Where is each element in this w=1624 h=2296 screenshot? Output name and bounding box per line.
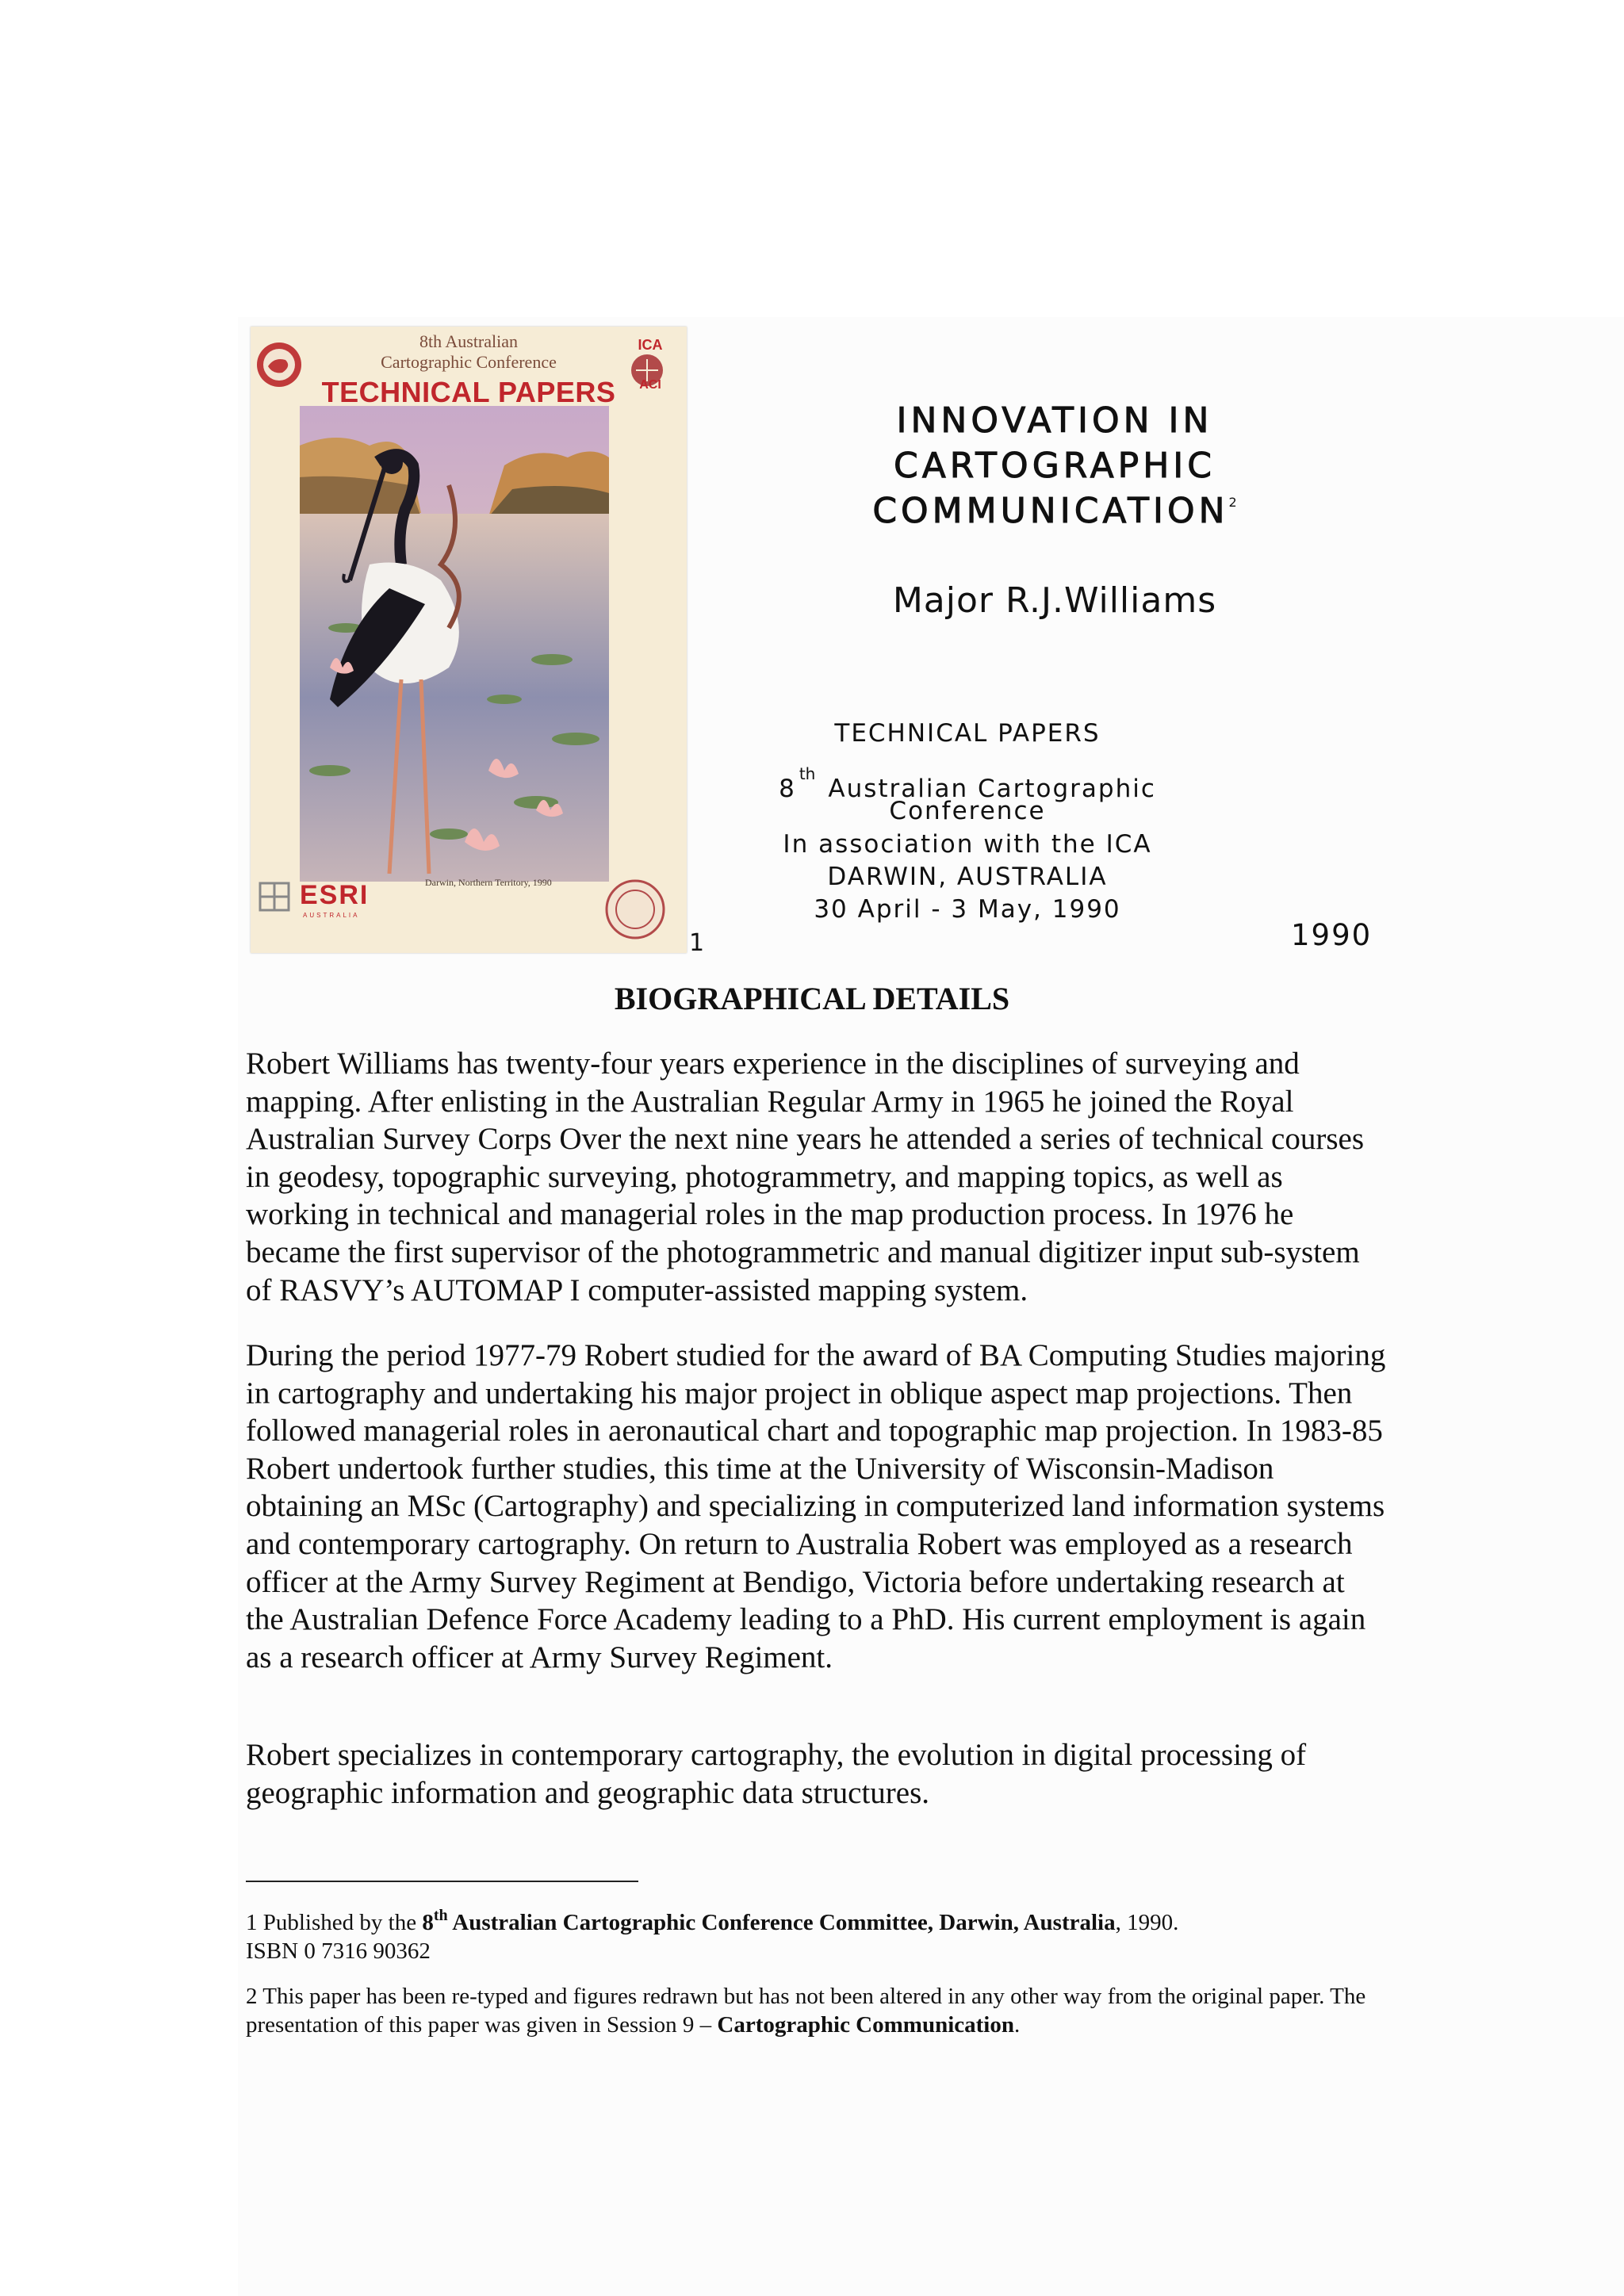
tp-line-2-rest: Australian Cartographic bbox=[828, 775, 1156, 803]
tp-ordinal-num: 8 bbox=[779, 775, 796, 803]
footnote-1-sup: th bbox=[433, 1907, 448, 1924]
esri-logo-subtext: AUSTRALIA bbox=[303, 912, 360, 919]
ica-logo-text: ICA bbox=[638, 337, 663, 353]
footnote-separator bbox=[246, 1881, 638, 1882]
bio-heading: BIOGRAPHICAL DETAILS bbox=[614, 981, 1010, 1016]
footnote-2-bold: Cartographic Communication bbox=[717, 2012, 1014, 2038]
author: Major R.J.Williams bbox=[892, 580, 1217, 621]
footnote-2-end: . bbox=[1013, 2012, 1021, 2038]
tp-line-6: 30 April - 3 May, 1990 bbox=[814, 895, 1121, 924]
cover-subtitle-line-2: Cartographic Conference bbox=[381, 352, 557, 372]
footnote-2 bbox=[246, 1982, 1388, 2039]
paper-title-line-2: CARTOGRAPHIC bbox=[893, 446, 1216, 486]
tp-line-3: Conference bbox=[889, 797, 1046, 825]
footnote-1-isbn: ISBN 0 7316 90362 bbox=[246, 1938, 431, 1964]
tp-ordinal-sup: th bbox=[799, 764, 816, 783]
bio-paragraph-1: Robert Williams has twenty-four years experience in the disciplines of surveying and mapping. After enlisting in the Australian Regular Army in 1965 he joined the Royal Australian Survey Corps Over the next nine years he attended a series of technical courses in geodesy, topographic surveying, photogrammetry, and mapping topics, as well as working in technical and managerial roles in the map production process. In 1976 he became the first supervisor of the photogrammetric and manual digitizer input sub-system of RASVY’s AUTOMAP I computer-assisted mapping system. bbox=[246, 1047, 1365, 1307]
footnote-ref-2: 2 bbox=[1228, 495, 1237, 510]
footnote-1 bbox=[246, 1901, 1388, 1965]
cover-title: TECHNICAL PAPERS bbox=[321, 376, 616, 408]
tp-line-1: TECHNICAL PAPERS bbox=[834, 719, 1101, 748]
cover-caption: Darwin, Northern Territory, 1990 bbox=[425, 877, 552, 888]
footnote-1-bold: Australian Cartographic Conference Committee, Darwin, Australia bbox=[447, 1910, 1116, 1935]
paper-title-line-3 bbox=[793, 491, 1316, 531]
bio-paragraph-2: During the period 1977-79 Robert studied for the award of BA Computing Studies majoring in cartography and undertaking his major project in oblique aspect map projections. Then followed managerial roles in aeronautical chart and topographic map projection. In 1983-85 Robert undertook further studies, this time at the University of Wisconsin-Madison obtaining an MSc (Cartography) and specializing in computerized land information systems and contemporary cartography. On return to Australia Robert was employed as a research officer at the Army Survey Regiment at Bendigo, Victoria before undertaking research at the Australian Defence Force Academy leading to a PhD. His current employment is again as a research officer at Army Survey Regiment. bbox=[246, 1338, 1386, 1674]
paper-title-line-3-text: COMMUNICATION bbox=[872, 491, 1229, 531]
paper-title-line-1: INNOVATION IN bbox=[896, 400, 1213, 441]
tp-line-4: In association with the ICA bbox=[783, 830, 1152, 859]
footnote-ref-1: 1 bbox=[689, 929, 705, 957]
esri-logo: ESRI bbox=[300, 880, 370, 910]
ica-logo bbox=[625, 338, 676, 392]
tp-line-5: DARWIN, AUSTRALIA bbox=[827, 863, 1108, 891]
bio-paragraph-3: Robert specializes in contemporary cartography, the evolution in digital processing of geographic information and geographic data structures. bbox=[246, 1738, 1307, 1810]
cover-image bbox=[251, 327, 687, 953]
footnote-2-text: 2 This paper has been re-typed and figures redrawn but has not been altered in any other way from the original paper. The presentation of this paper was given in Session 9 – bbox=[246, 1984, 1366, 2038]
publication-year: 1990 bbox=[1291, 918, 1373, 952]
footnote-1-suffix: , 1990. bbox=[1115, 1910, 1179, 1935]
aci-logo-text: ACI bbox=[639, 378, 661, 392]
cover-artwork bbox=[251, 327, 687, 953]
footnote-1-num: 8 bbox=[422, 1910, 434, 1935]
cover-subtitle-line-1: 8th Australian bbox=[419, 331, 519, 351]
footnote-1-prefix: 1 Published by the bbox=[246, 1910, 423, 1935]
